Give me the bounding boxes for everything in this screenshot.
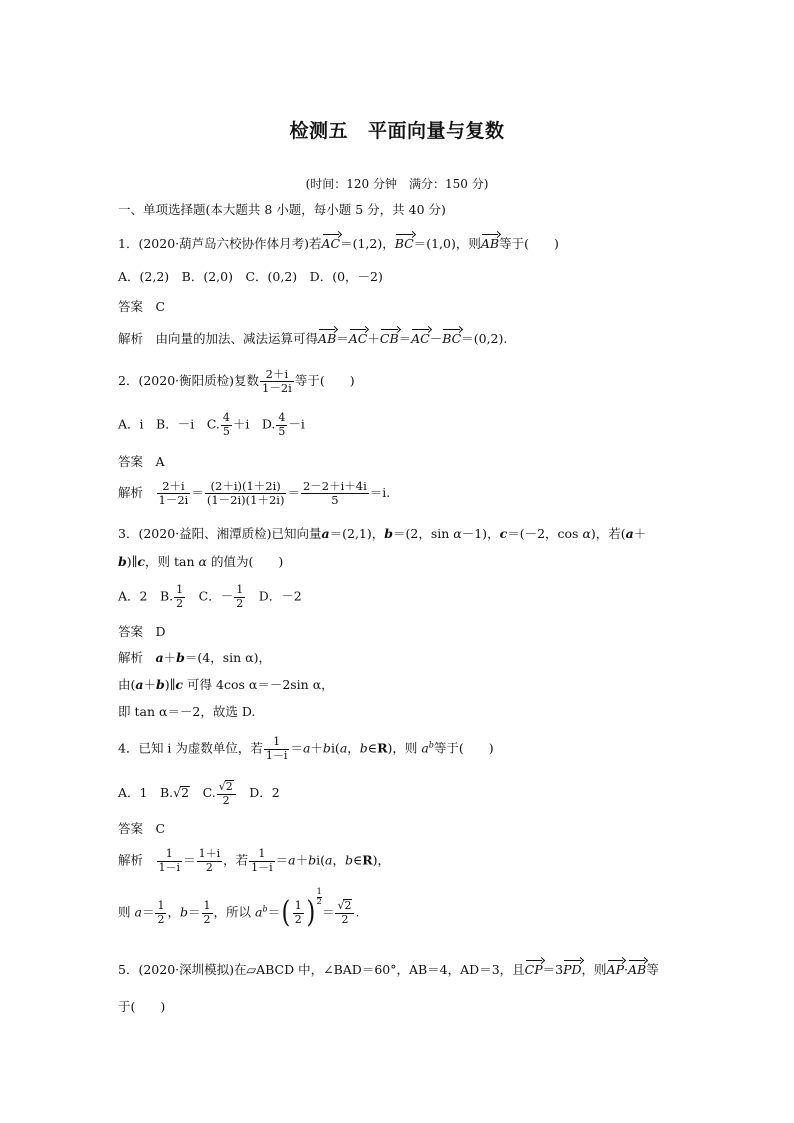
- question-4: 4．已知 i 为虚数单位，若 $\frac{1}{1-i}$ ＝a＋bi(a，b∈R)，则 $a^b$等于( ): [118, 735, 494, 762]
- question-4-analysis-2: 则 a＝ $\frac{1}{2}$ ，b＝ $\frac{1}{2}$ ，所以 $a^b=$( $\frac{1}{2}$ ) $\frac{1}{2}$ ＝ $\frac{√2}{2}$ .: [118, 887, 360, 930]
- question-3: 3．(2020·益阳、湘潭质检)已知向量a＝(2,1)，b＝(2，sin α－1)，c＝(－2，cos α)，若(a＋: [118, 526, 647, 541]
- question-2-options: A．i B．－i C. $\frac{4}{5}$ ＋i D. $\frac{4}{5}$ －i: [118, 411, 305, 438]
- question-3-analysis-2: 由(a＋b)∥c 可得 4cos α＝－2sin α，: [118, 677, 334, 692]
- question-3-cont: b)∥c，则 tan α 的值为( ): [118, 554, 284, 569]
- page-title: 检测五 平面向量与复数: [289, 120, 505, 142]
- question-1-analysis: 解析 由向量的加法、减法运算可得AB＝AC＋CB＝AC－BC＝(0,2).: [118, 331, 508, 346]
- question-3-answer: 答案 D: [118, 624, 166, 639]
- question-3-options: A．2 B. $\frac{1}{2}$ C．－ $\frac{1}{2}$ D．－2: [118, 583, 302, 610]
- question-3-analysis-3: 即 tan α＝－2，故选 D.: [118, 704, 256, 719]
- question-5: 5．(2020·深圳模拟)在▱ABCD 中，∠BAD＝60°，AB＝4，AD＝3，且CP＝3PD，则AP·AB等: [118, 962, 659, 977]
- section-heading: 一、单项选择题(本大题共 8 小题，每小题 5 分，共 40 分): [118, 202, 446, 217]
- question-5-cont: 于( ): [118, 999, 166, 1014]
- question-3-analysis: 解析 a＋b＝(4，sin α)，: [118, 650, 271, 665]
- exam-subtitle: (时间：120 分钟 满分：150 分): [305, 177, 489, 191]
- question-1-options: A．(2,2) B．(2,0) C．(0,2) D．(0，－2): [118, 269, 383, 284]
- question-1-answer: 答案 C: [118, 299, 166, 314]
- question-4-analysis: 解析 $\frac{1}{1-i}$ ＝ $\frac{1+i}{2}$ ，若 $\frac{1}{1-i}$ ＝a＋bi(a，b∈R)，: [118, 847, 391, 874]
- question-4-answer: 答案 C: [118, 821, 166, 836]
- question-4-options: A．1 B.√2 C. $\frac{√2}{2}$ D．2: [118, 780, 280, 807]
- question-2: 2．(2020·衡阳质检)复数 $\frac{2+i}{1-2i}$ 等于( ): [118, 367, 355, 396]
- question-2-answer: 答案 A: [118, 454, 165, 469]
- question-1: 1．(2020·葫芦岛六校协作体月考)若AC＝(1,2)，BC＝(1,0)，则AB等于( ): [118, 236, 559, 251]
- question-2-analysis: 解析 $\frac{2+i}{1-2i}$ ＝ $\frac{(2+i)(1+2i)}{(1-2i)(1+2i)}$ ＝ $\frac{2-2+i+4i}{5}$ ＝i.: [118, 479, 391, 508]
